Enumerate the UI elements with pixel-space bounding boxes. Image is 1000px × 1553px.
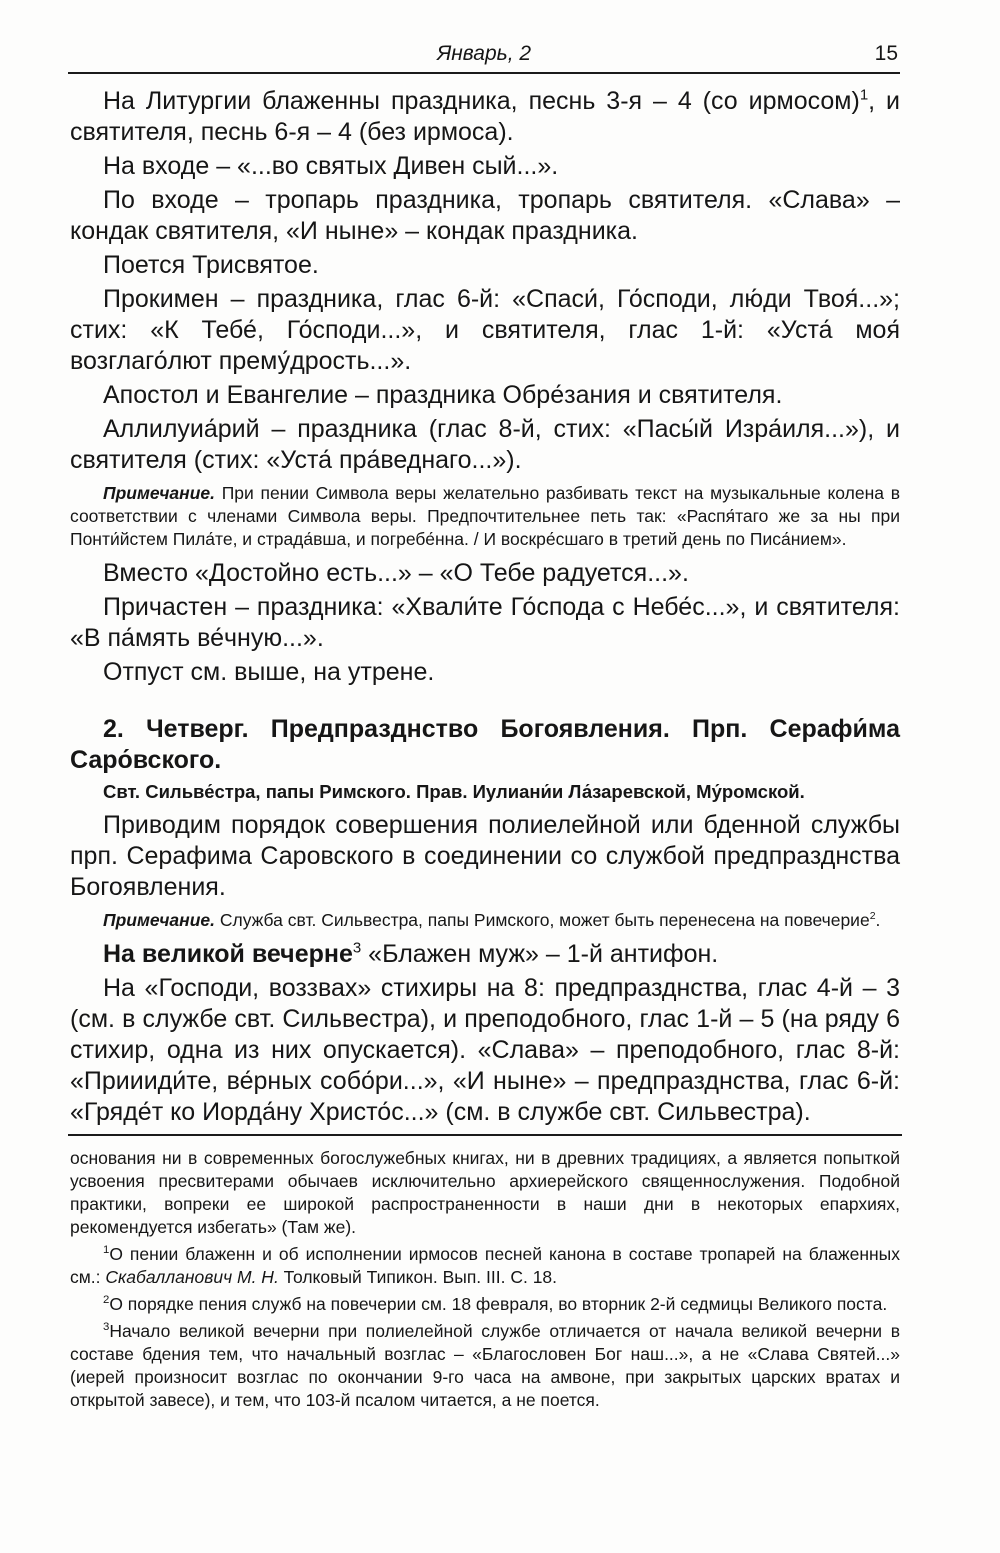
paragraph-entrance: На входе – «...во святых Дивен сый...». <box>103 152 559 180</box>
note-sylvester: Примечание. Служба свт. Сильвестра, папы Римского, может быть перенесена на повечерие$^2$. <box>103 910 881 930</box>
footnote-continuation: основания ни в современных богослужебных книгах, ни в древних традициях, а является попыткой усвоения пресвитерами обычаев исключительно архиерейского священнослужения. Подобной практики, вопреки ее широкой распространенности в наши дни в некоторых епархиях, рекомендуется избегать» (Там же). <box>70 1148 900 1237</box>
footnote-ref-2: 2 <box>869 910 876 923</box>
footnotes <box>70 1147 900 1416</box>
main-text <box>70 86 900 1131</box>
footnote-ref-3: 3 <box>352 939 362 957</box>
footnote-divider <box>68 1134 902 1136</box>
note-label: Примечание. <box>103 483 215 503</box>
footnote-1: $^1$О пении блаженн и об исполнении ирмосов песней канона в составе тропарей на блаженных см.: Скабалланович М. Н. Толковый Типикон. Вып. III. С. 18. <box>70 1244 900 1287</box>
paragraph-great-vespers: На великой вечерне$^3$ «Блажен муж» – 1-й антифон. <box>103 939 719 968</box>
page-number: 15 <box>874 42 898 65</box>
paragraph-instead-axion: Вместо «Достойно есть...» – «О Тебе радуется...». <box>103 559 689 587</box>
section-subtitle: Свт. Сильве́стра, папы Римского. Прав. Иулиани́и Ла́заревской, Му́ромской. <box>103 781 805 802</box>
paragraph-apostle-gospel: Апостол и Евангелие – праздника Обре́зания и святителя. <box>103 381 783 409</box>
paragraph-section-intro: Приводим порядок совершения полиелейной или бденной службы прп. Серафима Саровского в соединении со службой предпразднства Богоявления. <box>70 811 900 901</box>
paragraph-alleluiarion: Аллилуиа́рий – праздника (глас 8-й, стих: «Пасы́й Изра́иля...»), и святителя (стих: «Уста́ пра́веднаго...»). <box>70 415 900 474</box>
paragraph-dismissal: Отпуст см. выше, на утрене. <box>103 658 435 686</box>
paragraph-trisagion: Поется Трисвятое. <box>103 251 319 279</box>
page-header <box>68 36 900 74</box>
paragraph-koinonikon: Причастен – праздника: «Хвали́те Го́спода с Небе́с...», и святителя: «В па́мять ве́чную...». <box>70 593 900 652</box>
paragraph-liturgy-beatitudes: На Литургии блаженны праздника, песнь 3-я – 4 (со ирмосом)$^1$, и святителя, песнь 6-я – 4 (без ирмоса). <box>70 86 901 146</box>
footnote-ref-1: 1 <box>859 86 869 104</box>
paragraph-after-entrance: По входе – тропарь праздника, тропарь святителя. «Слава» – кондак святителя, «И ныне» – кондак праздника. <box>70 186 900 245</box>
paragraph-lord-i-have-cried: На «Господи, воззвах» стихиры на 8: предпразднства, глас 4-й – 3 (см. в службе свт. Сильвестра), и преподобного, глас 1-й – 5 (на ряду 6 стихир, одна из них опускается). «Слава» – преподобного, глас 8-й: «Приииди́те, ве́рных собо́ри...», «И ныне» – предпразднства, глас 6-й: «Гряде́т ко Иорда́ну Христо́с...» (см. в службе свт. Сильвестра). <box>70 974 900 1126</box>
running-title: Январь, 2 <box>436 42 532 65</box>
note-label: Примечание. <box>103 910 215 930</box>
note-creed: Примечание. При пении Символа веры желательно разбивать текст на музыкальные колена в соответствии с членами Символа веры. Предпочтительнее петь так: «Распя́таго же за ны при Понти́йстем Пила́те, и страда́вша, и погребе́нна. / И воскре́сшаго в третий день по Писа́нием». <box>70 483 900 549</box>
footnote-3: $^3$Начало великой вечерни при полиелейной службе отличается от начала великой вечерни в составе бдения тем, что начальный возглас – «Благословен Бог наш...», а не «Слава Святей...» (иерей произносит возглас по окончании 9-го часа на амвоне, при закрытых царских вратах и открытой завесе), и тем, что 103-й псалом читается, а не поется. <box>70 1321 900 1410</box>
section-title: 2. Четверг. Предпразднство Богоявления. Прп. Серафи́ма Саро́вского. <box>70 715 900 774</box>
footnote-2: $^2$О порядке пения служб на повечерии см. 18 февраля, во вторник 2-й седмицы Великого поста. <box>103 1294 888 1314</box>
paragraph-prokeimenon: Прокимен – праздника, глас 6-й: «Спаси́, Го́споди, лю́ди Твоя́...»; стих: «К Тебе́, Го́споди...», и святителя, глас 1-й: «Уста́ моя́ возглаго́лют прему́дрость...». <box>70 285 900 375</box>
